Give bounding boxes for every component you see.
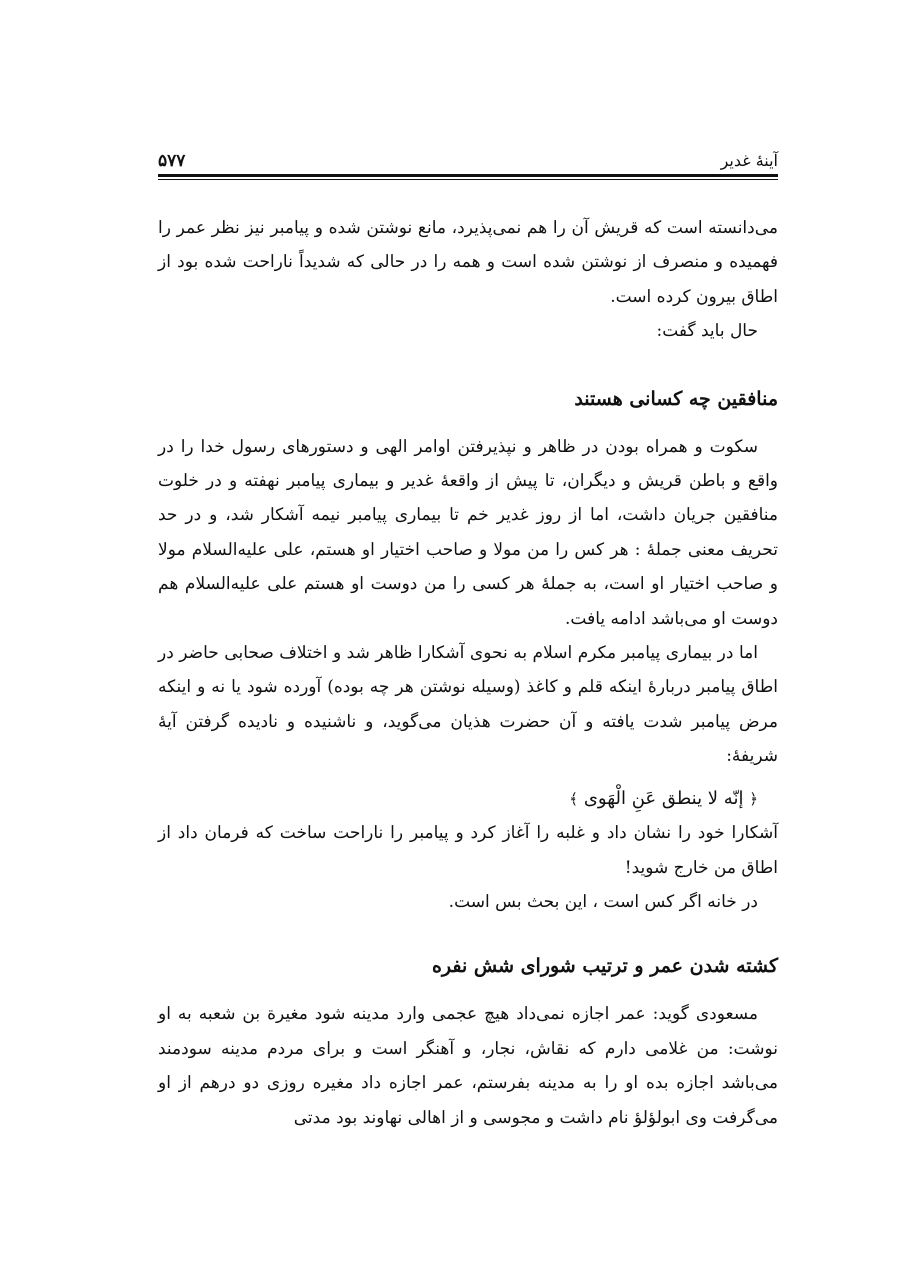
paragraph: حال باید گفت: bbox=[656, 321, 758, 342]
page-body bbox=[158, 211, 778, 1135]
verse-bracket-close: ﴾ bbox=[569, 789, 579, 808]
page-header bbox=[158, 150, 778, 176]
header-rule-thick bbox=[158, 174, 778, 177]
book-page bbox=[158, 0, 778, 1282]
running-title: آینهٔ غدیر bbox=[720, 151, 778, 170]
paragraph: مسعودی گوید: عمر اجازه نمی‌داد هیچ عجمی وارد مدینه شود مغیرة بن شعبه به او نوشت: من غلامی دارم که نقاش، نجار، و آهنگر است و برای مردم مدینه سودمند می‌باشد اجازه بده او را به مدینه بفرستم، عمر اجازه داد مغیره روزی دو درهم از او می‌گرفت وی ابولؤلؤ نام داشت و مجوسی و از اهالی نهاوند بود مدتی bbox=[158, 1004, 778, 1128]
section-heading-hypocrites: منافقین چه کسانی هستند bbox=[574, 387, 778, 410]
paragraph: اما در بیماری پیامبر مکرم اسلام به نحوی آشکارا ظاهر شد و اختلاف صحابی حاضر در اطاق پیامبر دربارهٔ اینکه قلم و کاغذ (وسیله نوشتن هر چه بوده) آورده شود یا نه و اینکه مرض پیامبر شدت یافته و آن حضرت هذیان می‌گوید، و ناشنیده و نادیده گرفتن آیهٔ شریفهٔ: bbox=[158, 643, 778, 767]
paragraph: آشکارا خود را نشان داد و غلبه را آغاز کرد و پیامبر را ناراحت ساخت که فرمان داد از اطاق من خارج شوید! bbox=[158, 823, 778, 878]
verse-bracket-open: ﴿ bbox=[749, 789, 758, 808]
paragraph: در خانه اگر کس است ، این بحث بس است. bbox=[448, 891, 758, 912]
verse-text: إنّه لا ینطق عَنِ الْهَوی bbox=[583, 787, 744, 809]
section-heading-umar-death: کشته شدن عمر و ترتیب شورای شش نفره bbox=[431, 955, 778, 978]
paragraph-continued: می‌دانسته است که قریش آن را هم نمی‌پذیرد، مانع نوشتن شده و پیامبر نیز نظر عمر را فهمیده و منصرف از نوشتن شده است و همه را در حالی که شدیداً ناراحت شده بود از اطاق بیرون کرده است. bbox=[158, 218, 778, 307]
paragraph: سکوت و همراه بودن در ظاهر و نپذیرفتن اوامر الهی و دستورهای رسول خدا را در واقع و باطن قریش و دیگران، تا پیش از واقعهٔ غدیر و بیماری پیامبر نهفته و در خلوت منافقین جریان داشت، اما از روز غدیر خم تا بیماری پیامبر نیمه آشکار شد، و در حد تحریف معنی جملهٔ : هر کس را من مولا و صاحب اختیار او هستم، علی علیه‌السلام مولا و صاحب اختیار او است، به جملهٔ هر کسی را من دوست او هستم علی علیه‌السلام هم دوست او می‌باشد ادامه یافت. bbox=[158, 436, 778, 629]
header-rule-thin bbox=[158, 179, 778, 180]
page-number: ۵۷۷ bbox=[158, 151, 186, 171]
quran-verse bbox=[158, 782, 758, 816]
